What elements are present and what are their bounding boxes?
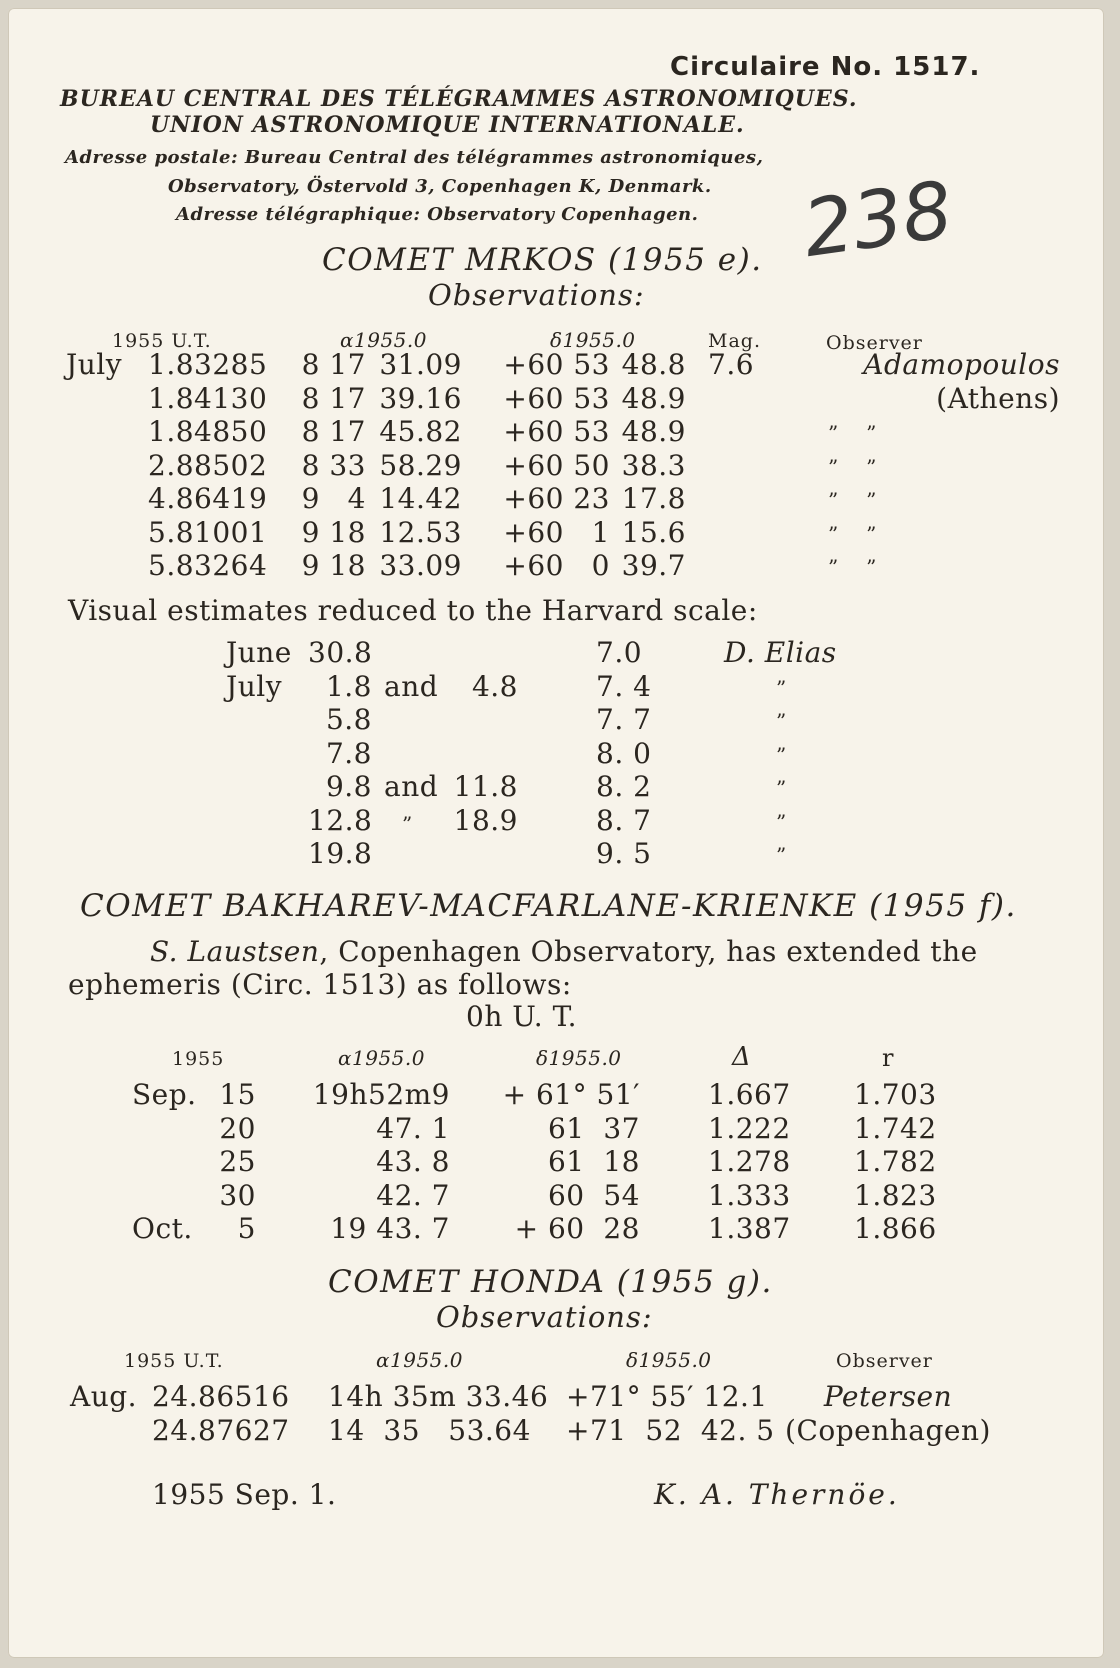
eph-day: 30 xyxy=(219,1178,256,1212)
eph-month: Sep. xyxy=(132,1078,197,1111)
col-year: 1955 xyxy=(172,1048,225,1070)
eph-ra: 19 43. 7 xyxy=(330,1212,450,1245)
observer: Petersen xyxy=(823,1380,953,1413)
eph-delta: 1.222 xyxy=(708,1111,791,1145)
eph-day: 5 xyxy=(237,1212,256,1245)
dec-minutes: 1 xyxy=(591,515,610,549)
dec-degrees: +60 xyxy=(503,348,564,381)
dec-degrees: +60 xyxy=(503,381,564,415)
col-date: 1955 U.T. xyxy=(112,330,212,352)
dec-minutes: 23 xyxy=(573,482,610,515)
obs-date: 1.84850 xyxy=(148,415,268,448)
signature: K. A. Thernöe. xyxy=(654,1478,900,1511)
obs-ra: 14h 35m 33.46 xyxy=(328,1380,549,1413)
bakharev-text-rest: , Copenhagen Observatory, has extended the xyxy=(319,935,978,968)
col-ra: α1955.0 xyxy=(376,1348,463,1372)
observer: (Athens) xyxy=(936,381,1060,415)
visual-magnitude: 8. 2 xyxy=(596,770,652,803)
col-ra: α1955.0 xyxy=(340,328,427,352)
observer-name: S. Laustsen xyxy=(150,935,320,968)
ra-minutes: 17 xyxy=(329,381,366,415)
obs-month: July xyxy=(66,348,123,381)
eph-ra: 43. 8 xyxy=(376,1145,450,1178)
dec-degrees: +60 xyxy=(503,482,564,515)
ra-minutes: 17 xyxy=(329,348,366,381)
col-dec: δ1955.0 xyxy=(626,1348,712,1372)
bakharev-text-line2: ephemeris (Circ. 1513) as follows: xyxy=(68,968,572,1001)
eph-delta: 1.387 xyxy=(708,1212,791,1245)
eph-day: 20 xyxy=(219,1111,256,1145)
ra-minutes: 17 xyxy=(329,415,366,448)
time-heading: 0h U. T. xyxy=(466,1000,578,1033)
eph-delta: 1.333 xyxy=(708,1178,791,1212)
dec-minutes: 53 xyxy=(573,415,610,448)
dec-minutes: 0 xyxy=(591,549,610,582)
eph-dec: 61 37 xyxy=(547,1111,640,1145)
visual-magnitude: 7. 4 xyxy=(596,669,652,703)
ra-hours: 9 xyxy=(301,549,320,582)
handwritten-number: 238 xyxy=(798,165,958,276)
circular-card xyxy=(8,8,1104,1658)
obs-month: Aug. xyxy=(70,1380,138,1413)
obs-date: 2.88502 xyxy=(148,448,268,482)
eph-delta: 1.667 xyxy=(708,1078,791,1111)
visual-date-2: 18.9 xyxy=(453,803,518,837)
visual-date: 9.8 xyxy=(325,770,372,803)
eph-day: 25 xyxy=(219,1145,256,1178)
obs-date: 5.81001 xyxy=(148,515,268,549)
mrkos-title: COMET MRKOS (1955 e). xyxy=(322,242,763,278)
honda-subtitle: Observations: xyxy=(436,1300,653,1334)
dec-degrees: +60 xyxy=(503,448,564,482)
observer-ditto: ” ” xyxy=(828,454,877,479)
col-mag: Mag. xyxy=(708,330,761,352)
dec-seconds: 48.9 xyxy=(621,415,686,448)
ra-seconds: 33.09 xyxy=(379,549,462,582)
obs-date: 24.87627 xyxy=(152,1413,290,1447)
magnitude: 7.6 xyxy=(708,348,755,381)
circular-number: Circulaire No. 1517. xyxy=(670,52,981,82)
visual-observer-ditto: ” xyxy=(776,809,787,834)
ra-hours: 8 xyxy=(301,415,320,448)
col-date: 1955 U.T. xyxy=(124,1350,224,1372)
visual-heading: Visual estimates reduced to the Harvard scale: xyxy=(68,594,758,627)
col-observer: Observer xyxy=(826,332,923,354)
eph-r: 1.866 xyxy=(854,1212,937,1245)
visual-and: ” xyxy=(402,811,413,836)
dec-seconds: 48.8 xyxy=(621,348,686,381)
col-dec: δ1955.0 xyxy=(536,1046,622,1070)
visual-observer-ditto: ” xyxy=(776,709,787,733)
bureau-title: BUREAU CENTRAL DES TÉLÉGRAMMES ASTRONOMIQUES. xyxy=(60,86,858,112)
dec-seconds: 39.7 xyxy=(621,549,686,582)
visual-date-2: 11.8 xyxy=(453,770,518,803)
obs-date: 5.83264 xyxy=(148,549,268,582)
dec-seconds: 38.3 xyxy=(621,448,686,482)
eph-ra: 47. 1 xyxy=(376,1111,450,1145)
col-delta: Δ xyxy=(732,1042,752,1072)
eph-day: 15 xyxy=(219,1078,256,1111)
eph-dec: 60 54 xyxy=(547,1178,640,1212)
eph-dec: + 61° 51′ xyxy=(502,1078,640,1111)
col-observer: Observer xyxy=(836,1350,933,1372)
ra-seconds: 58.29 xyxy=(379,448,462,482)
dec-seconds: 48.9 xyxy=(621,381,686,415)
dec-seconds: 17.8 xyxy=(621,482,686,515)
ra-minutes: 18 xyxy=(329,549,366,582)
ra-seconds: 45.82 xyxy=(379,415,462,448)
eph-r: 1.742 xyxy=(854,1111,937,1145)
visual-observer-ditto: ” xyxy=(776,742,787,767)
ra-seconds: 39.16 xyxy=(379,381,462,415)
observer-ditto: ” ” xyxy=(828,555,877,579)
visual-observer-ditto: ” xyxy=(776,776,787,800)
col-r: r xyxy=(882,1044,895,1072)
ra-hours: 8 xyxy=(301,381,320,415)
ra-seconds: 14.42 xyxy=(379,482,462,515)
dec-degrees: +60 xyxy=(503,549,564,582)
visual-month: July xyxy=(226,669,283,703)
dec-seconds: 15.6 xyxy=(621,515,686,549)
bakharev-text-line1 xyxy=(150,935,978,968)
obs-date: 1.83285 xyxy=(148,348,268,381)
ra-minutes: 33 xyxy=(329,448,366,482)
visual-date-2: 4.8 xyxy=(471,669,518,703)
eph-dec: + 60 28 xyxy=(514,1212,640,1245)
ra-hours: 9 xyxy=(301,482,320,515)
eph-delta: 1.278 xyxy=(708,1145,791,1178)
observer-ditto: ” ” xyxy=(828,488,877,512)
eph-dec: 61 18 xyxy=(547,1145,640,1178)
ra-seconds: 12.53 xyxy=(379,515,462,549)
visual-magnitude: 8. 7 xyxy=(596,803,652,837)
obs-dec: +71 52 42. 5 xyxy=(566,1413,775,1447)
visual-and: and xyxy=(384,770,439,803)
dec-degrees: +60 xyxy=(503,515,564,549)
visual-observer-ditto: ” xyxy=(776,675,787,700)
visual-month: June xyxy=(226,636,292,669)
visual-date: 19.8 xyxy=(308,837,373,870)
eph-ra: 19h52m9 xyxy=(312,1078,450,1111)
dec-minutes: 50 xyxy=(573,448,610,482)
obs-dec: +71° 55′ 12.1 xyxy=(566,1380,768,1413)
obs-date: 24.86516 xyxy=(152,1380,290,1413)
bakharev-title: COMET BAKHAREV-MACFARLANE-KRIENKE (1955 f). xyxy=(80,888,1017,924)
ra-minutes: 4 xyxy=(347,482,366,515)
observer: Adamopoulos xyxy=(863,348,1060,381)
ra-hours: 8 xyxy=(301,348,320,381)
visual-observer: D. Elias xyxy=(724,636,837,669)
visual-date: 30.8 xyxy=(308,636,373,669)
dec-degrees: +60 xyxy=(503,415,564,448)
obs-date: 1.84130 xyxy=(148,381,268,415)
col-ra: α1955.0 xyxy=(338,1046,425,1070)
visual-observer-ditto: ” xyxy=(776,843,787,867)
eph-r: 1.823 xyxy=(854,1178,937,1212)
eph-r: 1.782 xyxy=(854,1145,937,1178)
visual-date: 1.8 xyxy=(325,669,372,703)
footer-date: 1955 Sep. 1. xyxy=(152,1478,337,1511)
visual-date: 12.8 xyxy=(308,803,373,837)
col-dec: δ1955.0 xyxy=(550,328,636,352)
eph-ra: 42. 7 xyxy=(376,1178,450,1212)
visual-magnitude: 8. 0 xyxy=(596,736,652,770)
visual-date: 7.8 xyxy=(325,736,372,770)
visual-magnitude: 7. 7 xyxy=(596,703,652,736)
visual-and: and xyxy=(384,669,439,703)
postal-address: Adresse postale: Bureau Central des télégrammes astronomiques, xyxy=(65,147,764,168)
observer-ditto: ” ” xyxy=(828,521,877,546)
eph-r: 1.703 xyxy=(854,1078,937,1111)
honda-title: COMET HONDA (1955 g). xyxy=(328,1264,773,1300)
ra-seconds: 31.09 xyxy=(379,348,462,381)
dec-minutes: 53 xyxy=(573,348,610,381)
union-title: UNION ASTRONOMIQUE INTERNATIONALE. xyxy=(150,112,745,138)
observer: (Copenhagen) xyxy=(785,1413,991,1447)
observer-ditto: ” ” xyxy=(828,421,877,445)
ra-hours: 8 xyxy=(301,448,320,482)
ra-minutes: 18 xyxy=(329,515,366,549)
visual-date: 5.8 xyxy=(325,703,372,736)
mrkos-subtitle: Observations: xyxy=(428,278,645,312)
obs-date: 4.86419 xyxy=(148,482,268,515)
visual-magnitude: 7.0 xyxy=(596,636,643,669)
visual-magnitude: 9. 5 xyxy=(596,837,652,870)
obs-ra: 14 35 53.64 xyxy=(328,1413,531,1447)
telegraph-address: Adresse télégraphique: Observatory Copenhagen. xyxy=(176,204,699,225)
eph-month: Oct. xyxy=(132,1212,193,1245)
dec-minutes: 53 xyxy=(573,381,610,415)
ra-hours: 9 xyxy=(301,515,320,549)
observatory-address: Observatory, Östervold 3, Copenhagen K, Denmark. xyxy=(168,176,712,197)
